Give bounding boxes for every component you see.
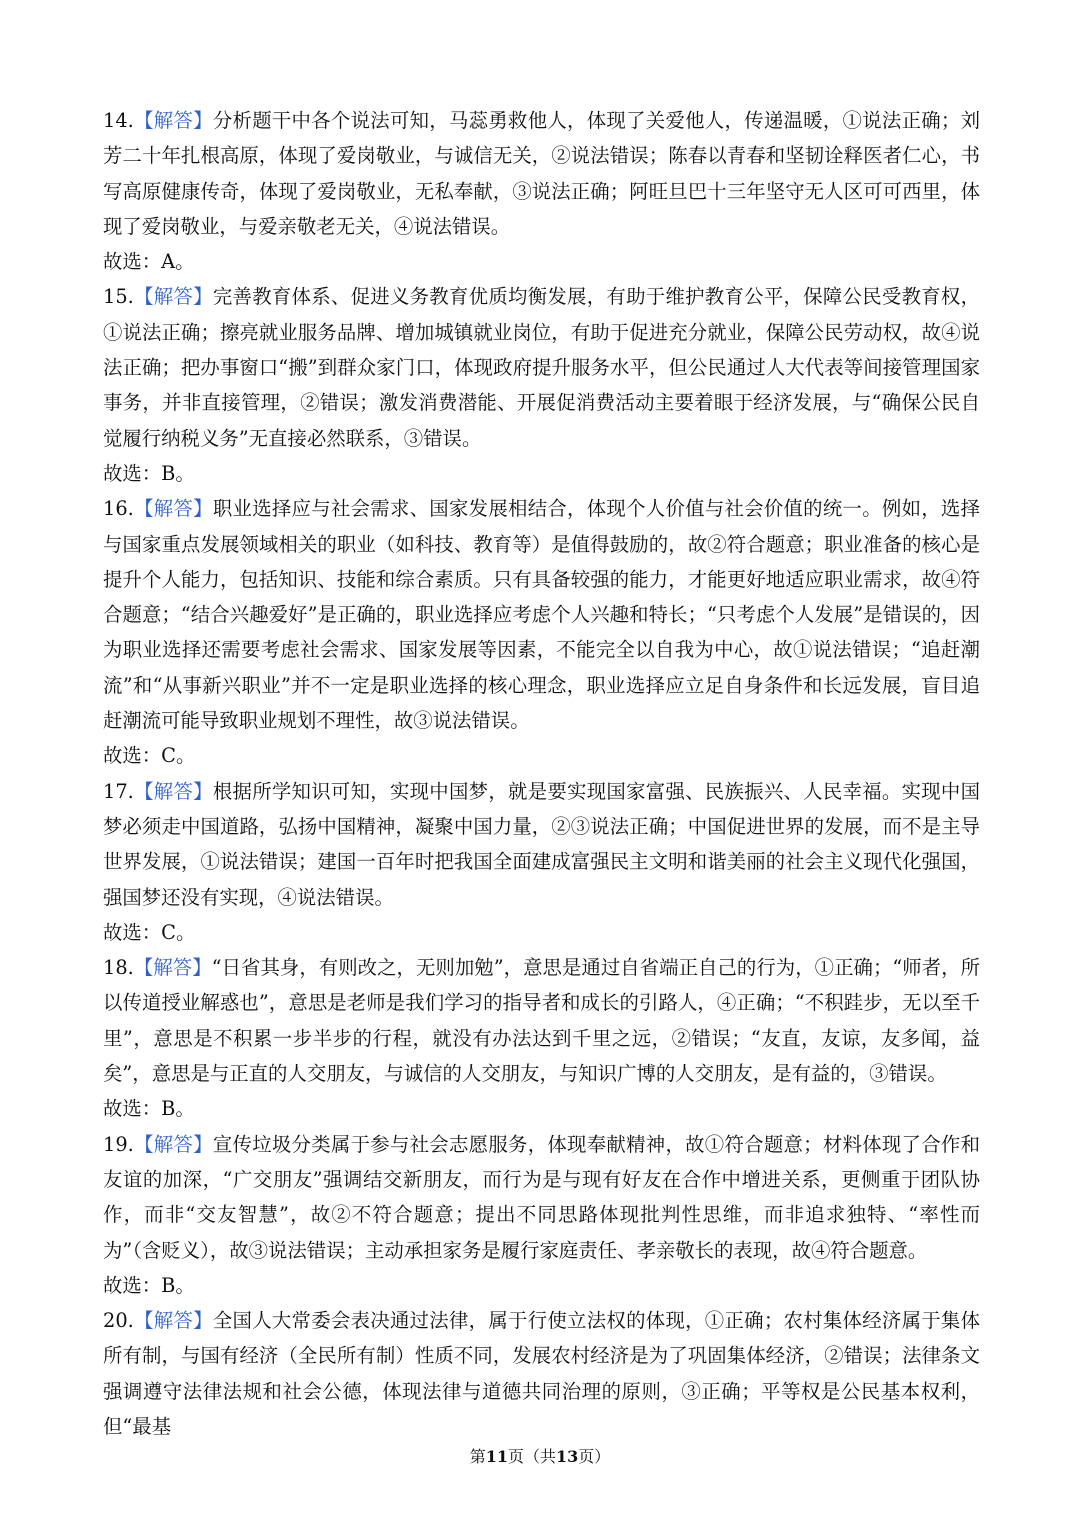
answer-17-text: 根据所学知识可知，实现中国梦，就是要实现国家富强、民族振兴、人民幸福。实现中国梦必须走中国道路，弘扬中国精神，凝聚中国力量，②③说法正确；中国促进世界的发展，而不是主导世界发展，①说法错误；建国一百年时把我国全面建成富强民主文明和谐美丽的社会主义现代化强国，强国梦还没有实现，④说法错误。 xyxy=(103,779,980,909)
answer-18-choice: 故选：B。 xyxy=(103,1097,195,1121)
answer-19-choice: 故选：B。 xyxy=(103,1273,195,1297)
answer-18-number: 18. xyxy=(103,956,134,980)
page-footer xyxy=(0,1446,1080,1468)
footer-total-pages: 13 xyxy=(556,1447,579,1466)
answer-18-tag: 【解答】 xyxy=(133,956,212,980)
answer-20-paragraph xyxy=(103,1303,980,1444)
answer-20-number: 20. xyxy=(103,1309,134,1333)
answer-18-paragraph xyxy=(103,950,980,1091)
answer-17-number: 17. xyxy=(103,779,134,803)
answer-16-tag: 【解答】 xyxy=(133,497,213,521)
answer-19-text: 宣传垃圾分类属于参与社会志愿服务，体现奉献精神，故①符合题意；材料体现了合作和友谊的加深，“广交朋友”强调结交新朋友，而行为是与现有好友在合作中增进关系，更侧重于团队协作，而非“交友智慧”，故②不符合题意；提出不同思路体现批判性思维，而非追求独特、“率性而为”（含贬义），故③说法错误；主动承担家务是履行家庭责任、孝亲敬长的表现，故④符合题意。 xyxy=(103,1132,980,1262)
answer-16-text: 职业选择应与社会需求、国家发展相结合，体现个人价值与社会价值的统一。例如，选择与国家重点发展领域相关的职业（如科技、教育等）是值得鼓励的，故②符合题意；职业准备的核心是提升个人能力，包括知识、技能和综合素质。只有具备较强的能力，才能更好地适应职业需求，故④符合题意；“结合兴趣爱好”是正确的，职业选择应考虑个人兴趣和特长；“只考虑个人发展”是错误的，因为职业选择还需要考虑社会需求、国家发展等因素，不能完全以自我为中心，故①说法错误；“追赶潮流”和“从事新兴职业”并不一定是职业选择的核心理念，职业选择应立足自身条件和长远发展，盲目追赶潮流可能导致职业规划不理性，故③说法错误。 xyxy=(103,497,980,733)
answer-16-choice: 故选：C。 xyxy=(103,744,196,768)
answer-17-tag: 【解答】 xyxy=(133,779,213,803)
answer-15-choice: 故选：B。 xyxy=(103,461,195,485)
answer-19-tag: 【解答】 xyxy=(133,1132,213,1156)
answer-14-tag: 【解答】 xyxy=(133,109,213,132)
footer-suffix: 页） xyxy=(578,1447,611,1466)
answer-16-number: 16. xyxy=(103,497,134,521)
footer-middle: 页（共 xyxy=(507,1447,556,1466)
answer-17-choice: 故选：C。 xyxy=(103,920,196,944)
answer-14-choice: 故选：A。 xyxy=(103,250,195,274)
answer-16-paragraph xyxy=(103,491,980,738)
answer-14-paragraph xyxy=(103,103,980,244)
answer-15-text: 完善教育体系、促进义务教育优质均衡发展，有助于维护教育公平，保障公民受教育权，①说法正确；擦亮就业服务品牌、增加城镇就业岗位，有助于促进充分就业，保障公民劳动权，故④说法正确；把办事窗口“搬”到群众家门口，体现政府提升服务水平，但公民通过人大代表等间接管理国家事务，并非直接管理，②错误；激发消费潜能、开展促消费活动主要着眼于经济发展，与“确保公民自觉履行纳税义务”无直接必然联系，③错误。 xyxy=(103,285,980,450)
answer-15-number: 15. xyxy=(103,285,134,309)
answer-20-text: 全国人大常委会表决通过法律，属于行使立法权的体现，①正确；农村集体经济属于集体所有制，与国有经济（全民所有制）性质不同，发展农村经济是为了巩固集体经济，②错误；法律条文强调遵守法律法规和社会公德，体现法律与道德共同治理的原则，③正确；平等权是公民基本权利，但“最基 xyxy=(103,1309,980,1438)
answer-14-number: 14. xyxy=(103,109,134,132)
answer-19-paragraph xyxy=(103,1127,980,1268)
answer-14-text: 分析题干中各个说法可知，马蕊勇救他人，体现了关爱他人，传递温暖，①说法正确；刘芳二十年扎根高原，体现了爱岗敬业，与诚信无关，②说法错误；陈春以青春和坚韧诠释医者仁心，书写高原健康传奇，体现了爱岗敬业，无私奉献，③说法正确；阿旺旦巴十三年坚守无人区可可西里，体现了爱岗敬业，与爱亲敬老无关，④说法错误。 xyxy=(103,109,980,238)
answer-list xyxy=(103,103,980,1444)
answer-20-tag: 【解答】 xyxy=(133,1309,213,1333)
answer-19-number: 19. xyxy=(103,1132,134,1156)
footer-page-number: 11 xyxy=(485,1447,508,1466)
answer-15-tag: 【解答】 xyxy=(133,285,213,309)
footer-prefix: 第 xyxy=(469,1447,486,1466)
answer-18-text: “日省其身，有则改之，无则加勉”，意思是通过自省端正自己的行为，①正确；“师者，所以传道授业解惑也”，意思是老师是我们学习的指导者和成长的引路人，④正确；“不积跬步，无以至千里”，意思是不积累一步半步的行程，就没有办法达到千里之远，②错误；“友直，友谅，友多闻，益矣”，意思是与正直的人交朋友，与诚信的人交朋友，与知识广博的人交朋友，是有益的，③错误。 xyxy=(103,956,980,1086)
answer-17-paragraph xyxy=(103,774,980,915)
answer-15-paragraph xyxy=(103,279,980,455)
